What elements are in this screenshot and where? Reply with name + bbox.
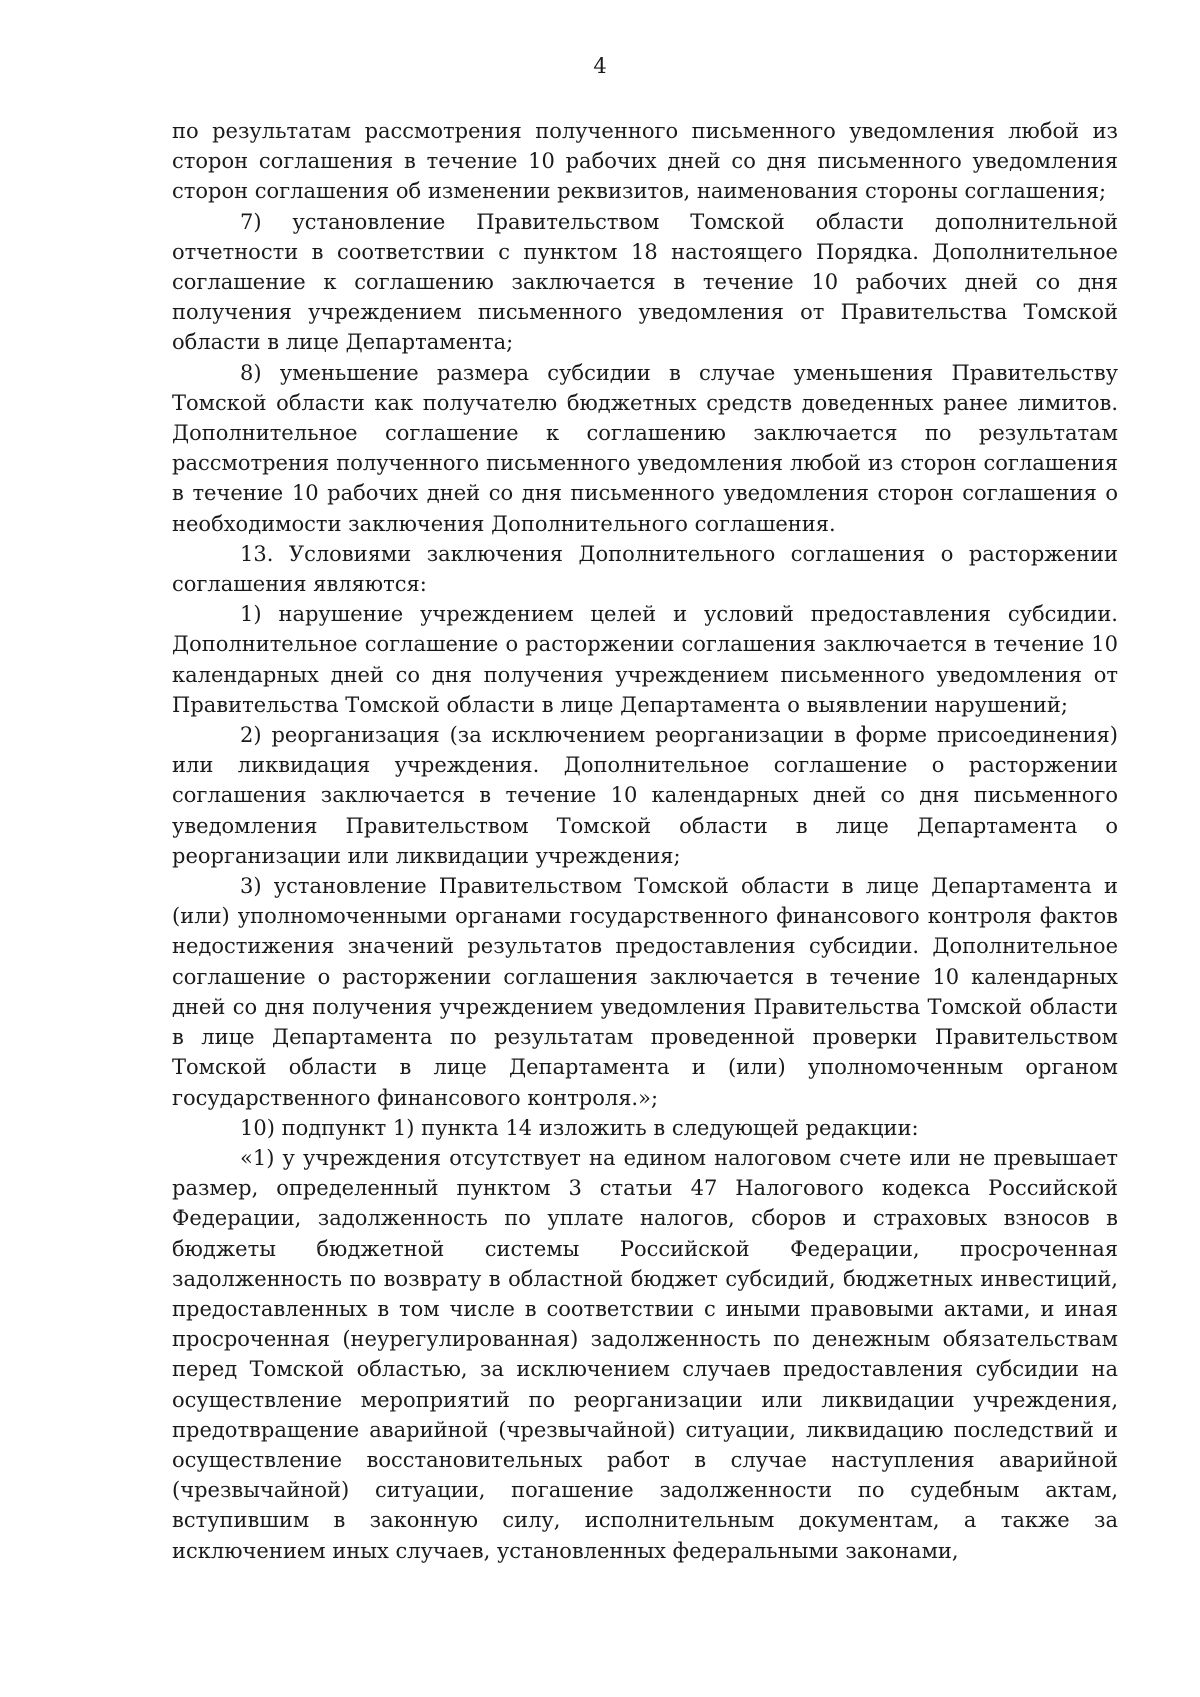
paragraph: «1) у учреждения отсутствует на едином налоговом счете или не превышает размер, определенный пунктом 3 статьи 47 Налогового кодекса Российской Федерации, задолженность по уплате налогов, сборов и страховых взносов в бюджеты бюджетной системы Российской Федерации, просроченная задолженность по возврату в областной бюджет субсидий, бюджетных инвестиций, предоставленных в том числе в соответствии с иными правовыми актами, и иная просроченная (неурегулированная) задолженность по денежным обязательствам перед Томской областью, за исключением случаев предоставления субсидии на осуществление мероприятий по реорганизации или ликвидации учреждения, предотвращение аварийной (чрезвычайной) ситуации, ликвидацию последствий и осуществление восстановительных работ в случае наступления аварийной (чрезвычайной) ситуации, погашение задолженности по судебным актам, вступившим в законную силу, исполнительным документам, а также за исключением иных случаев, установленных федеральными законами, (172, 1145, 1118, 1563)
paragraph: 10) подпункт 1) пункта 14 изложить в следующей редакции: (240, 1115, 919, 1140)
paragraph: 13. Условиями заключения Дополнительного соглашения о расторжении соглашения являются: (172, 541, 1118, 597)
document-body (172, 116, 1118, 1566)
paragraph: 2) реорганизация (за исключением реорганизации в форме присоединения) или ликвидация учреждения. Дополнительное соглашение о расторжении соглашения заключается в течение 10 календарных дней со дня письменного уведомления Правительством Томской области в лице Департамента о реорганизации или ликвидации учреждения; (172, 723, 1118, 868)
paragraph: 8) уменьшение размера субсидии в случае уменьшения Правительству Томской области как получателю бюджетных средств доведенных ранее лимитов. Дополнительное соглашение к соглашению заключается по результатам рассмотрения полученного письменного уведомления любой из сторон соглашения в течение 10 рабочих дней со дня письменного уведомления сторон соглашения о необходимости заключения Дополнительного соглашения. (172, 360, 1118, 536)
paragraph: 1) нарушение учреждением целей и условий предоставления субсидии. Дополнительное соглашение о расторжении соглашения заключается в течение 10 календарных дней со дня получения учреждением письменного уведомления от Правительства Томской области в лице Департамента о выявлении нарушений; (172, 602, 1118, 717)
paragraph: 7) установление Правительством Томской области дополнительной отчетности в соответствии с пунктом 18 настоящего Порядка. Дополнительное соглашение к соглашению заключается в течение 10 рабочих дней со дня получения учреждением письменного уведомления от Правительства Томской области в лице Департамента; (172, 209, 1118, 355)
page-number: 4 (593, 54, 607, 78)
paragraph: 3) установление Правительством Томской области в лице Департамента и (или) уполномоченными органами государственного финансового контроля фактов недостижения значений результатов предоставления субсидии. Дополнительное соглашение о расторжении соглашения заключается в течение 10 календарных дней со дня получения учреждением уведомления Правительства Томской области в лице Департамента по результатам проведенной проверки Правительством Томской области в лице Департамента и (или) уполномоченным органом государственного финансового контроля.»; (172, 874, 1118, 1110)
paragraph: по результатам рассмотрения полученного письменного уведомления любой из сторон соглашения в течение 10 рабочих дней со дня письменного уведомления сторон соглашения об изменении реквизитов, наименования стороны соглашения; (172, 119, 1118, 204)
